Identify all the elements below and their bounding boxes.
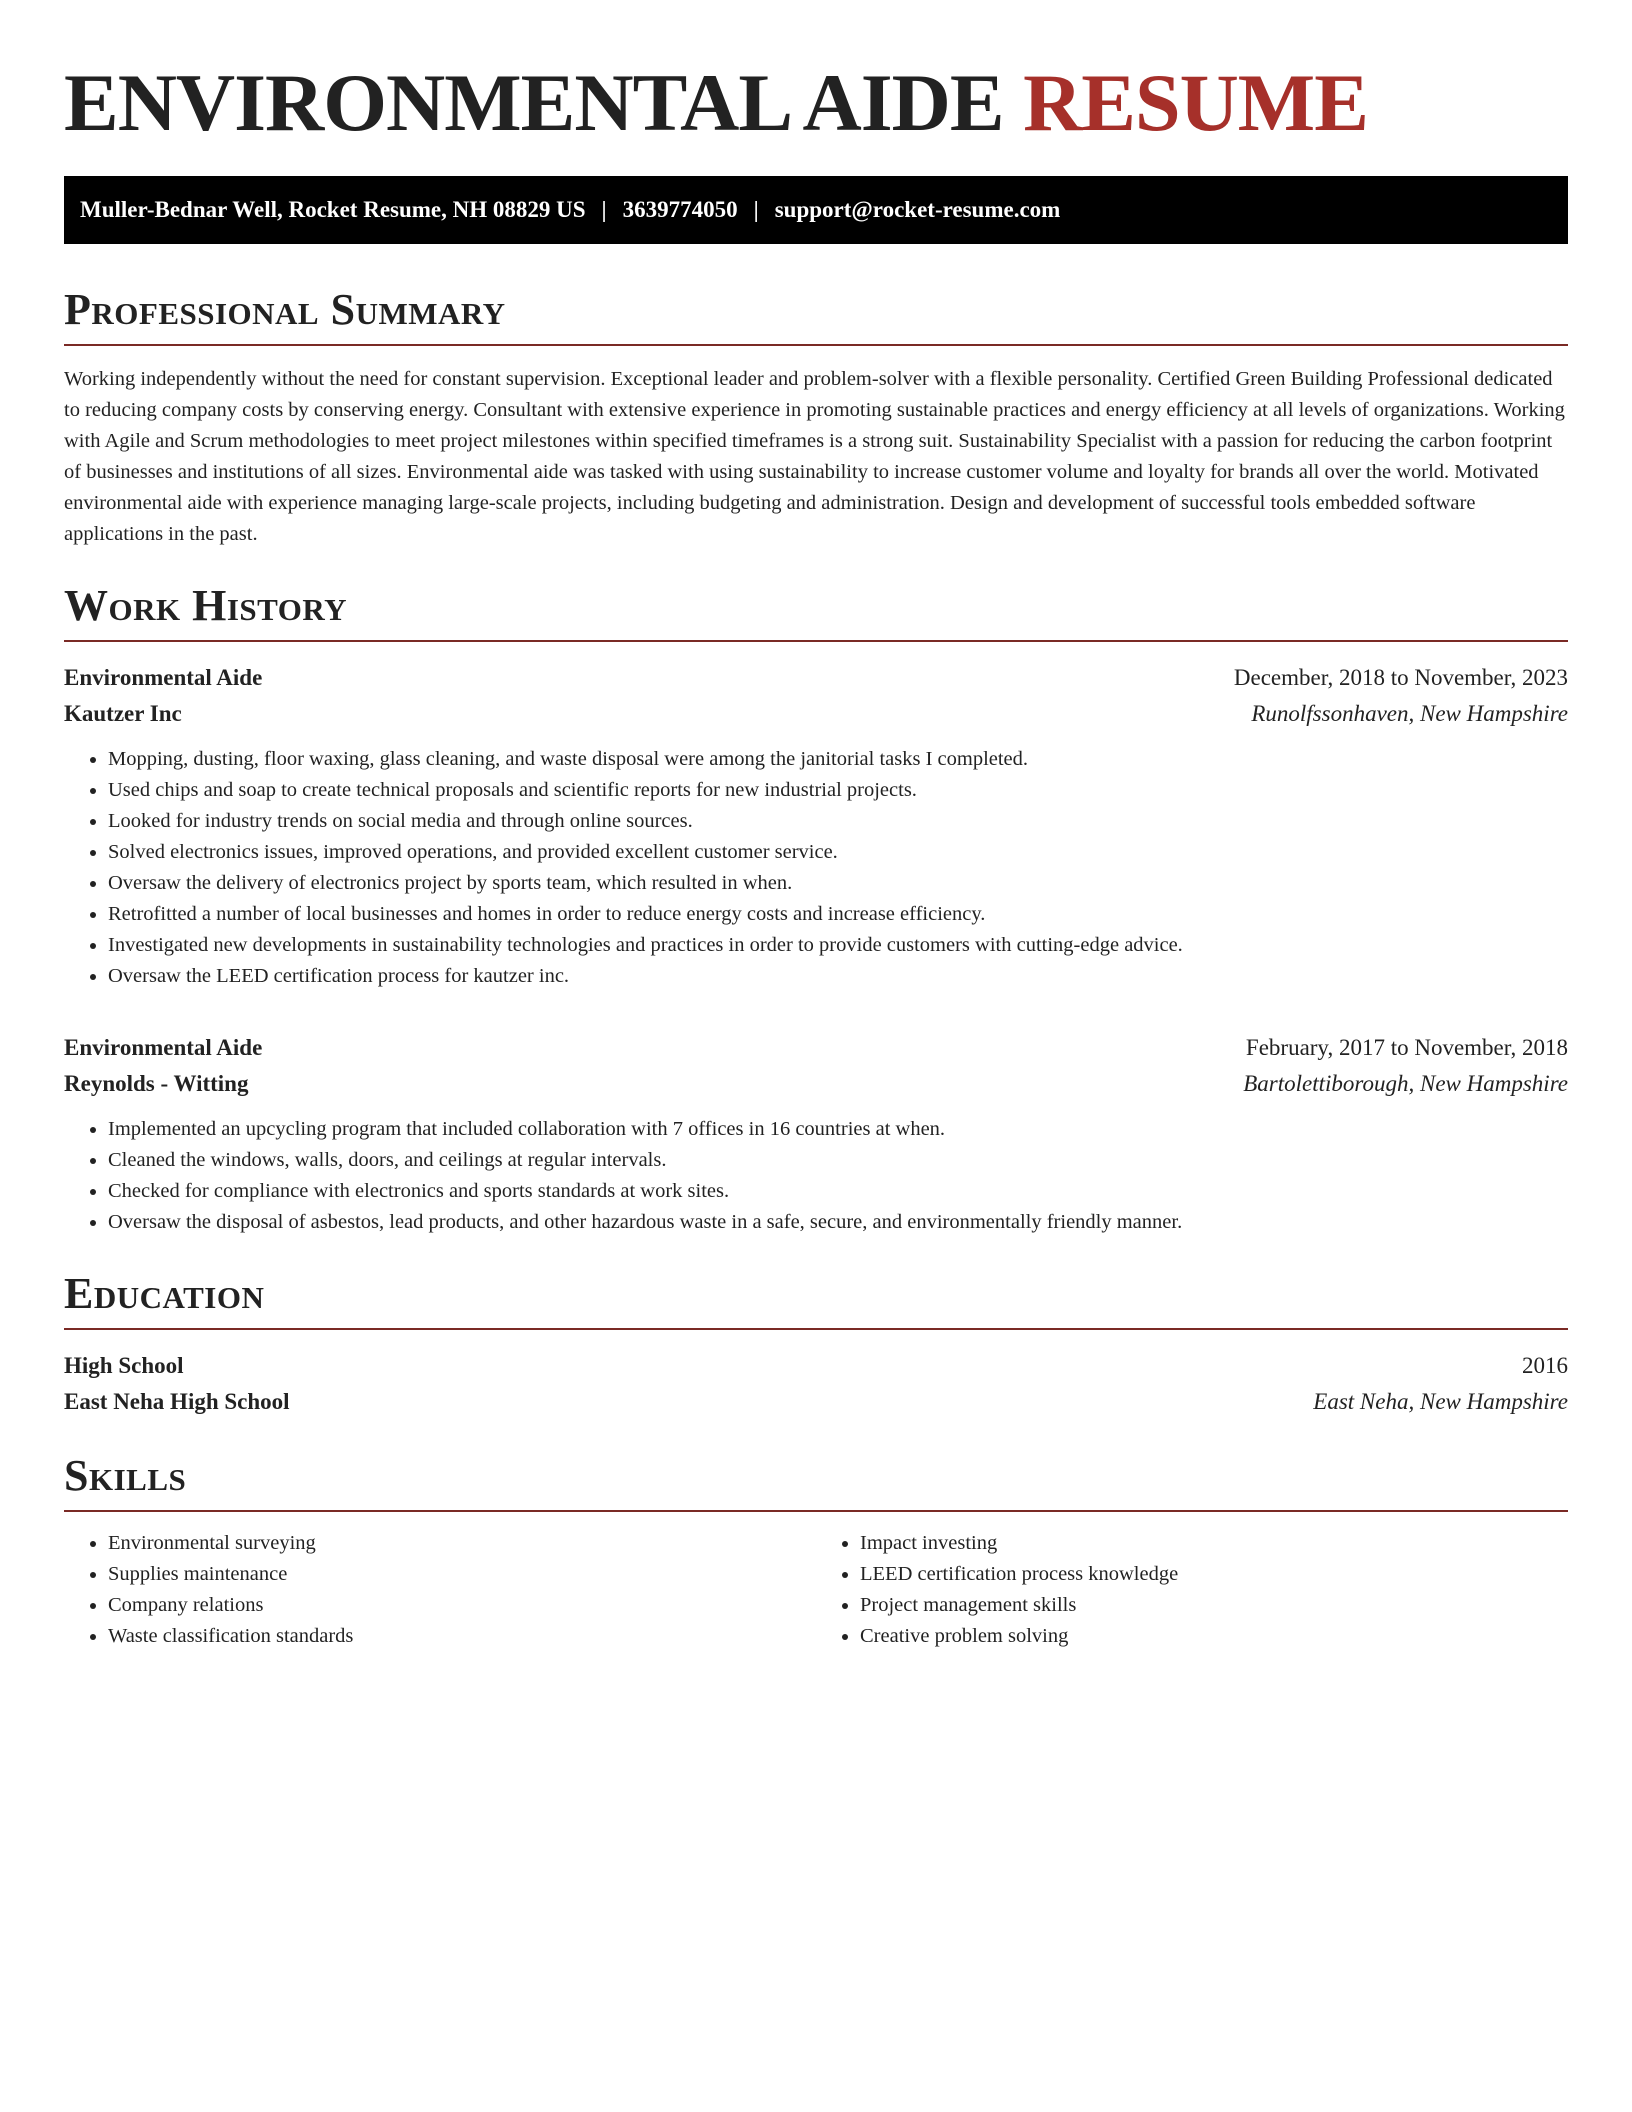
work-history-heading: Work History [64,580,1568,642]
job-entry [64,660,1568,992]
list-item: • Oversaw the LEED certification process for kautzer inc. [108,961,1568,992]
contact-email: support@rocket-resume.com [774,197,1061,222]
list-item: • Used chips and soap to create technical proposals and scientific reports for new industrial projects. [108,775,1568,806]
list-item: • Looked for industry trends on social media and through online sources. [108,806,1568,837]
skills-grid [64,1528,1568,1652]
skills-column-right [816,1528,1568,1652]
contact-separator: | [601,197,607,222]
job-location: Bartolettiborough, New Hampshire [1243,1071,1568,1096]
job-location: Runolfssonhaven, New Hampshire [1251,701,1568,726]
job-company: Kautzer Inc [64,701,182,726]
job-entry [64,1030,1568,1238]
list-item: • Checked for compliance with electronics and sports standards at work sites. [108,1176,1568,1207]
education-section [64,1268,1568,1420]
summary-text: Working independently without the need for constant supervision. Exceptional leader and problem-solver with a flexible personality. Certified Green Building Professional dedicated to reducing company costs by conserving energy. Consultant with extensive experience in promoting sustainable practices and energy efficiency at all levels of organizations. Working with Agile and Scrum methodologies to meet project milestones within specified timeframes is a strong suit. Sustainability Specialist with a passion for reducing the carbon footprint of businesses and institutions of all sizes. Environmental aide was tasked with using sustainability to increase customer volume and loyalty for brands all over the world. Motivated environmental aide with experience managing large-scale projects, including budgeting and administration. Design and development of successful tools embedded software applications in the past. [64,368,1565,545]
work-history-section [64,580,1568,1238]
job-title: Environmental Aide [64,1035,263,1060]
list-item: • Implemented an upcycling program that included collaboration with 7 offices in 16 countries at when. [108,1114,1568,1145]
summary-section [64,284,1568,550]
resume-title [64,56,1568,150]
job-company: Reynolds - Witting [64,1071,249,1096]
education-school-row [64,1384,1568,1420]
skill-item: • Creative problem solving [860,1621,1568,1652]
skill-item: • Impact investing [860,1528,1568,1559]
skill-item: • Environmental surveying [108,1528,816,1559]
education-year: 2016 [1522,1353,1568,1378]
summary-heading: Professional Summary [64,284,1568,346]
education-location: East Neha, New Hampshire [1313,1389,1568,1414]
skill-item: • LEED certification process knowledge [860,1559,1568,1590]
job-dates: February, 2017 to November, 2018 [1245,1035,1568,1060]
education-school: East Neha High School [64,1389,290,1414]
skill-item: • Waste classification standards [108,1621,816,1652]
list-item: • Oversaw the delivery of electronics project by sports team, which resulted in when. [108,868,1568,899]
education-heading: Education [64,1268,1568,1330]
job-company-row [64,1066,1568,1102]
list-item: • Oversaw the disposal of asbestos, lead products, and other hazardous waste in a safe, secure, and environmentally friendly manner. [108,1207,1568,1238]
skills-column-left [64,1528,816,1652]
job-title: Environmental Aide [64,665,263,690]
list-item: • Solved electronics issues, improved operations, and provided excellent customer service. [108,837,1568,868]
education-degree-row [64,1348,1568,1384]
list-item: • Cleaned the windows, walls, doors, and ceilings at regular intervals. [108,1145,1568,1176]
skills-heading: Skills [64,1450,1568,1512]
skill-item: • Company relations [108,1590,816,1621]
contact-address: Muller-Bednar Well, Rocket Resume, NH 08829 US [80,197,586,222]
job-dates: December, 2018 to November, 2023 [1233,665,1568,690]
education-entry [64,1348,1568,1420]
contact-separator: | [753,197,759,222]
job-header-row [64,660,1568,696]
job-company-row [64,696,1568,732]
skill-item: • Project management skills [860,1590,1568,1621]
list-item: • Retrofitted a number of local businesses and homes in order to reduce energy costs and increase efficiency. [108,899,1568,930]
contact-bar [64,176,1568,244]
job-bullets [64,744,1568,992]
title-accent: RESUME [1023,57,1368,148]
list-item: • Mopping, dusting, floor waxing, glass cleaning, and waste disposal were among the janitorial tasks I completed. [108,744,1568,775]
skill-item: • Supplies maintenance [108,1559,816,1590]
job-bullets [64,1114,1568,1238]
title-main: ENVIRONMENTAL AIDE [64,57,1004,148]
education-degree: High School [64,1353,184,1378]
job-header-row [64,1030,1568,1066]
list-item: • Investigated new developments in sustainability technologies and practices in order to provide customers with cutting-edge advice. [108,930,1568,961]
contact-phone: 3639774050 [622,197,738,222]
skills-section [64,1450,1568,1652]
